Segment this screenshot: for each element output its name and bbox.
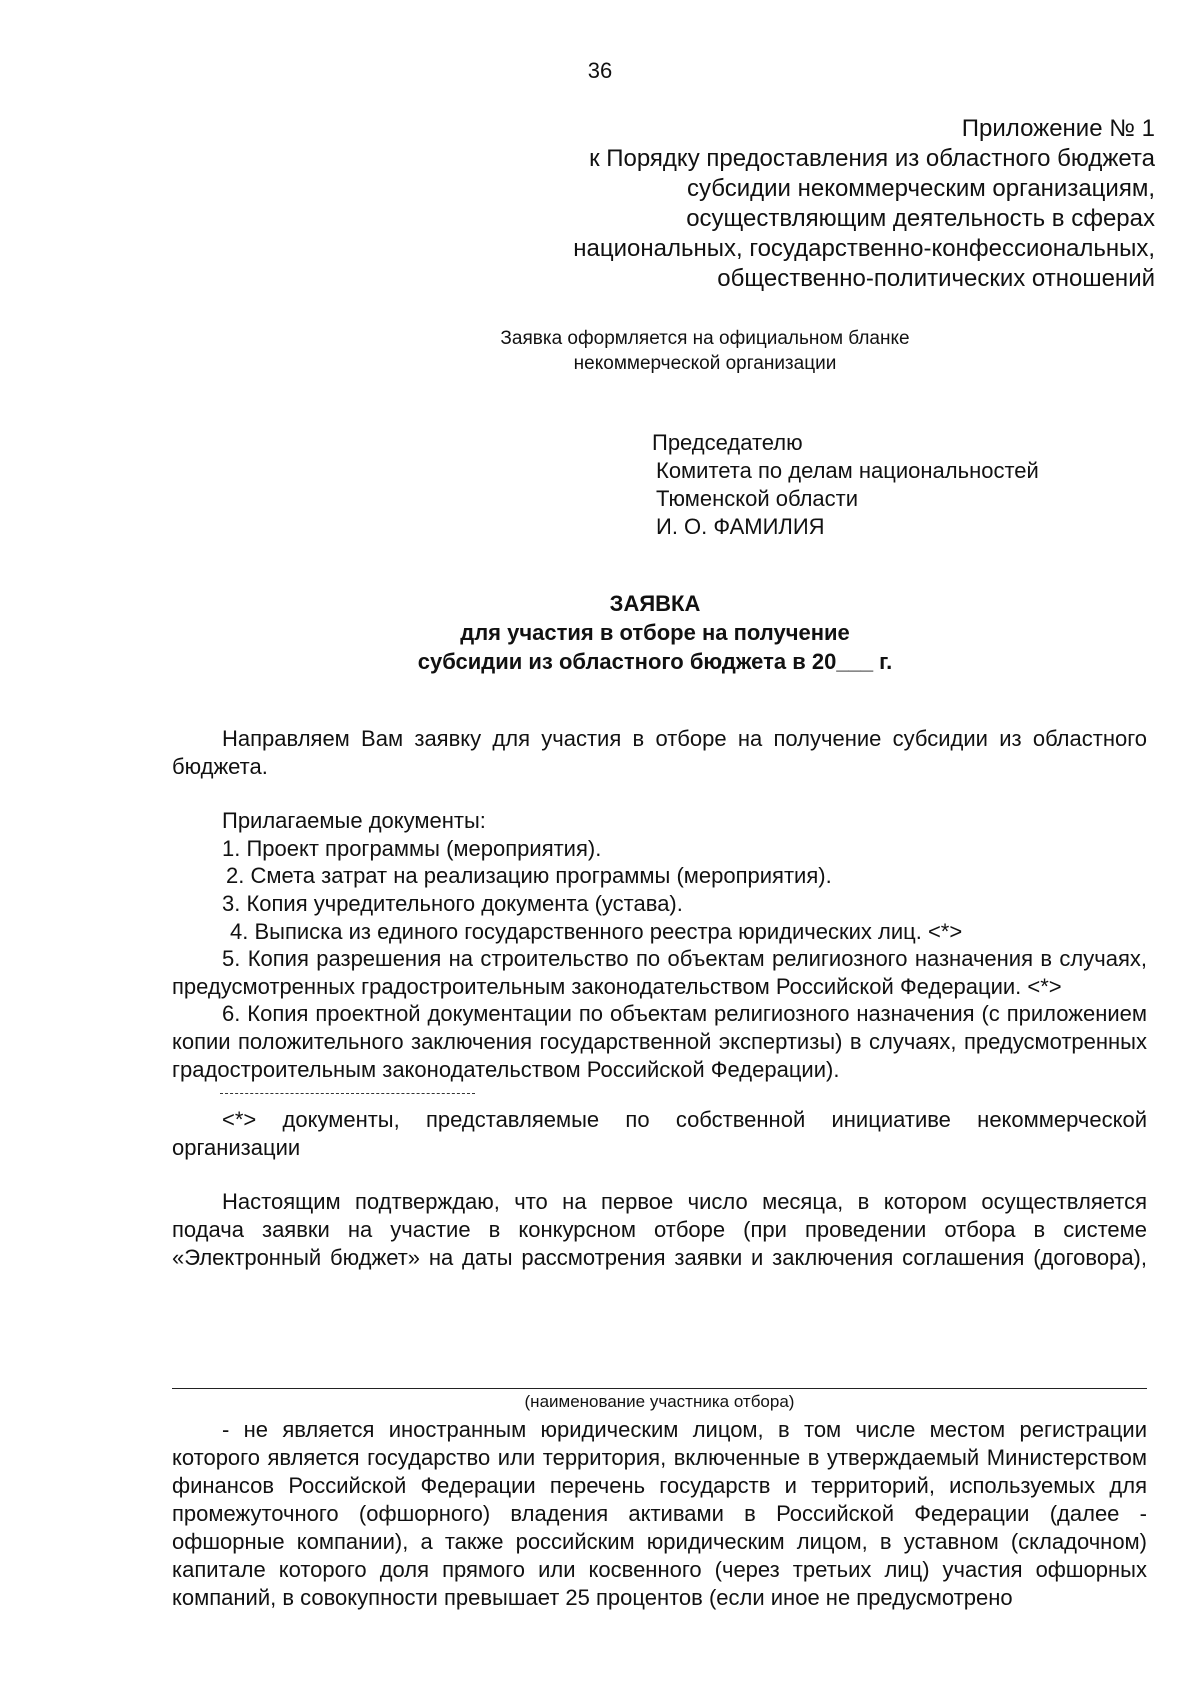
attachment-item: 6. Копия проектной документации по объектам религиозного назначения (с приложением копии положительного заключения государственной экспертизы) в случаях, предусмотренных градостроительным законодательством Российской Федерации). bbox=[172, 1001, 1147, 1082]
offshore-clause: - не является иностранным юридическим лицом, в том числе местом регистрации которого является государство или территория, включенные в утверждаемый Министерством финансов Российской Федерации перечень государств и территорий, используемых для промежуточного (офшорного) владения активами в Российской Федерации (далее - офшорные компании), а также российским юридическим лицом, в уставном (складочном) капитале которого доля прямого или косвенного (через третьих лиц) участия офшорных компаний, в совокупности превышает 25 процентов (если иное не предусмотрено bbox=[172, 1417, 1147, 1610]
addressee-name: И. О. ФАМИЛИЯ bbox=[656, 514, 825, 539]
appendix-line: общественно-политических отношений bbox=[717, 265, 1155, 292]
confirmation-continuation bbox=[172, 1416, 1147, 1612]
participant-name-caption: (наименование участника отбора) bbox=[524, 1392, 795, 1411]
intro-paragraph: Направляем Вам заявку для участия в отборе на получение субсидии из областного бюджета. bbox=[172, 726, 1147, 779]
blank-note-line: Заявка оформляется на официальном бланке bbox=[500, 328, 910, 349]
blank-note bbox=[455, 326, 955, 376]
appendix-line: субсидии некоммерческим организациям, bbox=[686, 175, 1155, 202]
title-subtitle: субсидии из областного бюджета в 20___ г. bbox=[417, 649, 893, 674]
appendix-line: осуществляющим деятельность в сферах bbox=[686, 205, 1155, 232]
application-title bbox=[0, 589, 1200, 676]
addressee-region: Тюменской области bbox=[656, 486, 859, 511]
addressee-block bbox=[652, 429, 1152, 541]
confirmation-paragraph: Настоящим подтверждаю, что на первое число месяца, в котором осуществляется подача заявки на участие в конкурсном отборе (при проведении отбора в системе «Электронный бюджет» на даты рассмотрения заявки и заключения соглашения (договора), bbox=[172, 1189, 1147, 1270]
blank-note-line: некоммерческой организации bbox=[573, 353, 837, 374]
attachment-item: 2. Смета затрат на реализацию программы (мероприятия). bbox=[226, 863, 832, 889]
footnote: <*> документы, представляемые по собственной инициативе некоммерческой организации bbox=[172, 1107, 1147, 1160]
footnote-separator bbox=[220, 1093, 475, 1104]
application-body bbox=[172, 725, 1147, 1271]
page-number: 36 bbox=[587, 58, 613, 83]
attachments-heading: Прилагаемые документы: bbox=[222, 808, 486, 834]
addressee-position: Председателю bbox=[652, 430, 803, 455]
attachment-item: 1. Проект программы (мероприятия). bbox=[222, 835, 602, 861]
appendix-line: национальных, государственно-конфессиональных, bbox=[573, 235, 1155, 262]
addressee-committee: Комитета по делам национальностей bbox=[656, 458, 1039, 483]
attachment-item: 3. Копия учредительного документа (устава). bbox=[222, 890, 683, 916]
attachment-item: 4. Выписка из единого государственного реестра юридических лиц. <*> bbox=[230, 918, 963, 944]
appendix-line: к Порядку предоставления из областного бюджета bbox=[589, 145, 1155, 172]
participant-name-line bbox=[172, 1388, 1147, 1389]
title-main: ЗАЯВКА bbox=[609, 591, 701, 616]
appendix-header bbox=[355, 114, 1155, 294]
appendix-title: Приложение № 1 bbox=[961, 115, 1155, 142]
title-subtitle: для участия в отборе на получение bbox=[460, 620, 850, 645]
attachment-item: 5. Копия разрешения на строительство по объектам религиозного назначения в случаях, предусмотренных градостроительным законодательством Российской Федерации. <*> bbox=[172, 946, 1147, 999]
